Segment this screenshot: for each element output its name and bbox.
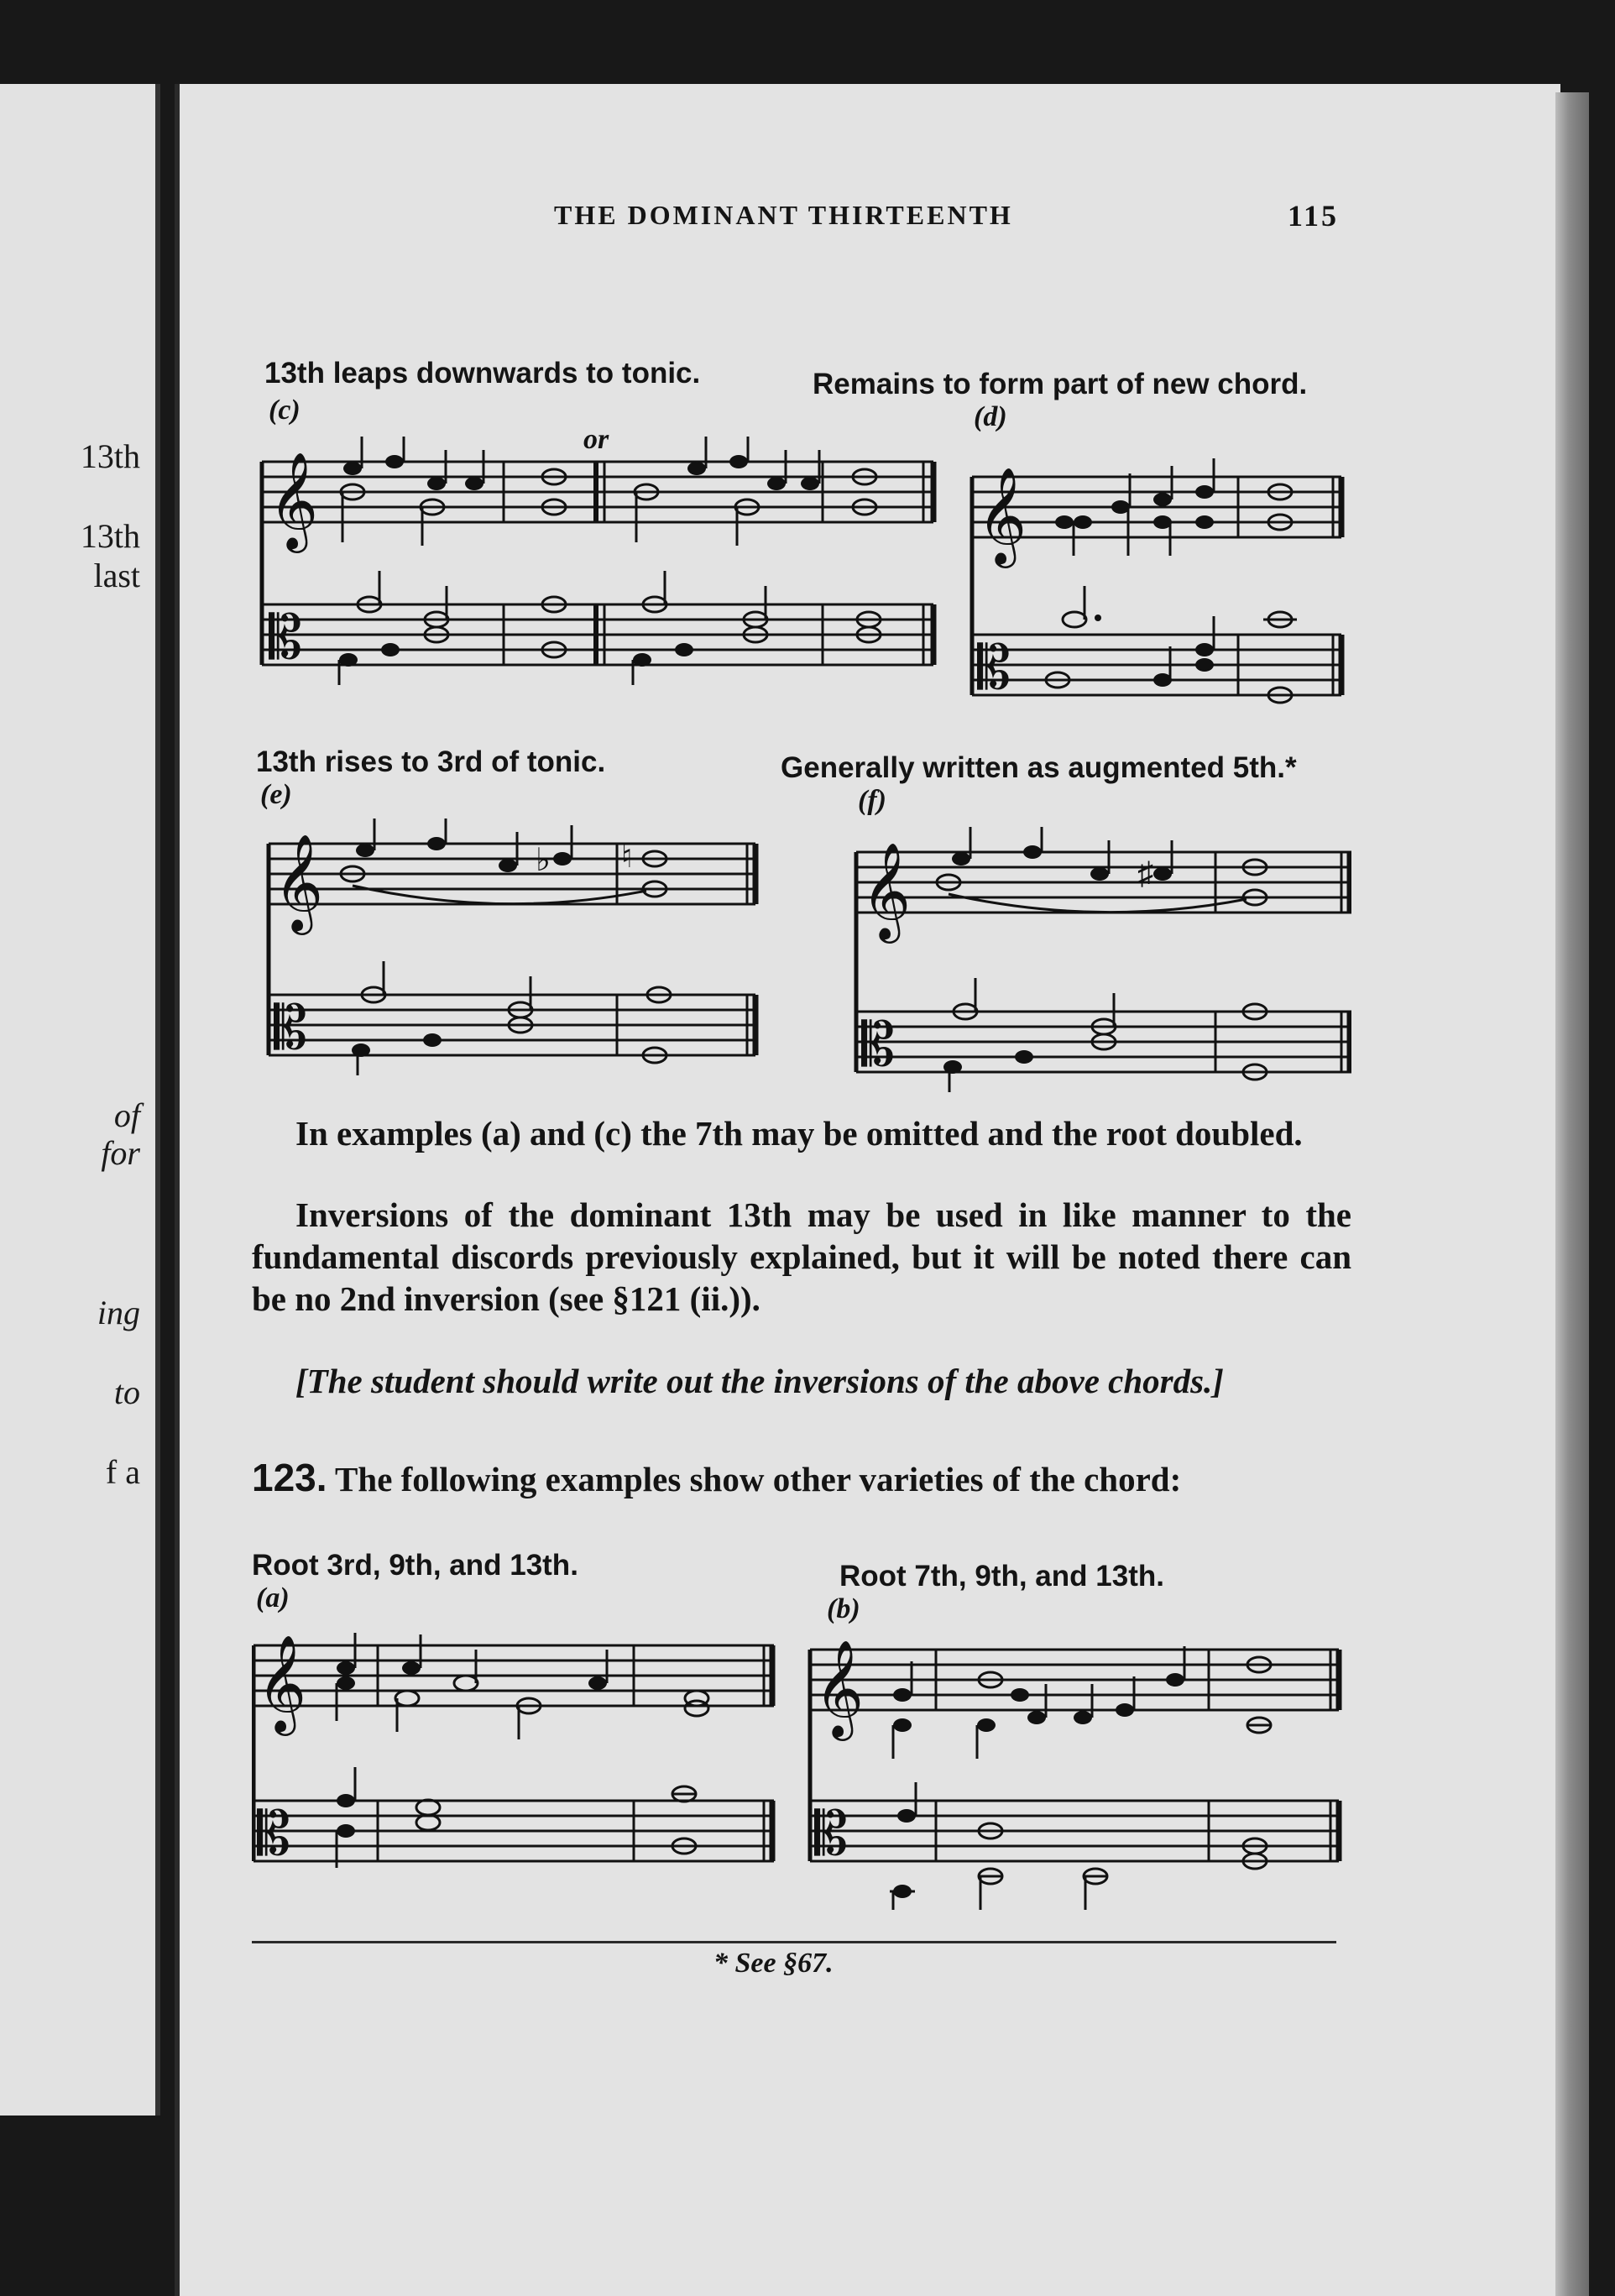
- book-page: [175, 84, 1560, 2296]
- music-example-e: [252, 819, 764, 1096]
- left-fragment: for: [101, 1134, 140, 1172]
- footnote-rule: [252, 1941, 1336, 1943]
- paragraph: Inversions of the dominant 13th may be used in like manner to the fundamental discords previously explained, but it will be noted there can be no 2nd inversion (see §121 (ii.)).: [252, 1195, 1351, 1318]
- svg-text:𝄡: 𝄡: [257, 1798, 291, 1869]
- left-fragment: f a: [105, 1453, 140, 1491]
- paragraph: In examples (a) and (c) the 7th may be omitted and the root doubled.: [295, 1114, 1303, 1153]
- svg-text:𝄡: 𝄡: [861, 1009, 896, 1080]
- music-example-f: [848, 827, 1351, 1104]
- svg-text:𝄡: 𝄡: [814, 1798, 849, 1869]
- svg-text:𝄡: 𝄡: [269, 602, 303, 672]
- svg-text:𝄞: 𝄞: [274, 833, 324, 931]
- music-example-d: [965, 437, 1351, 714]
- svg-text:♭: ♭: [536, 843, 551, 878]
- svg-text:𝄞: 𝄞: [257, 1634, 307, 1732]
- music-example-a: [252, 1624, 789, 1893]
- svg-text:𝄡: 𝄡: [274, 992, 308, 1063]
- svg-text:𝄞: 𝄞: [861, 841, 912, 939]
- example-c-caption: 13th leaps downwards to tonic.: [264, 357, 701, 390]
- left-fragment: 13th: [80, 517, 140, 555]
- example-c-label: (c): [269, 395, 301, 426]
- example-d-caption: Remains to form part of new chord.: [813, 368, 1308, 400]
- example-a-caption: Root 3rd, 9th, and 13th.: [252, 1549, 578, 1582]
- example-b-caption: Root 7th, 9th, and 13th.: [839, 1560, 1164, 1593]
- left-page: [0, 84, 160, 2116]
- svg-text:𝄡: 𝄡: [977, 632, 1011, 703]
- example-b-label: (b): [827, 1593, 860, 1624]
- page-number: 115: [1287, 199, 1339, 233]
- left-fragment: ing: [97, 1294, 140, 1331]
- music-example-b: [806, 1633, 1351, 1918]
- running-title: THE DOMINANT THIRTEENTH: [554, 200, 1013, 230]
- left-fragment: to: [113, 1373, 140, 1411]
- example-f-label: (f): [858, 785, 886, 816]
- svg-text:♯: ♯: [1137, 856, 1153, 892]
- page-edge: [1555, 92, 1589, 2296]
- svg-text:𝄞: 𝄞: [977, 466, 1027, 564]
- or-label: or: [583, 424, 609, 455]
- left-fragment: of: [113, 1096, 140, 1134]
- section-number: 123.: [252, 1456, 327, 1499]
- section-text: The following examples show other varieties of the chord:: [335, 1460, 1182, 1498]
- svg-text:𝄞: 𝄞: [814, 1639, 865, 1737]
- left-fragment: 13th: [80, 437, 140, 475]
- section-123: [252, 1457, 1351, 1500]
- example-e-caption: 13th rises to 3rd of tonic.: [256, 745, 606, 778]
- example-d-label: (d): [974, 401, 1007, 432]
- music-example-c: [252, 437, 940, 714]
- example-f-caption: Generally written as augmented 5th.*: [781, 751, 1297, 784]
- example-a-label: (a): [256, 1582, 290, 1613]
- left-fragment: last: [93, 557, 140, 594]
- example-e-label: (e): [260, 779, 292, 810]
- svg-text:♮: ♮: [621, 839, 633, 875]
- student-note: [The student should write out the inversions of the above chords.]: [295, 1362, 1224, 1400]
- svg-text:𝄞: 𝄞: [269, 451, 319, 549]
- footnote: * See §67.: [713, 1948, 834, 1979]
